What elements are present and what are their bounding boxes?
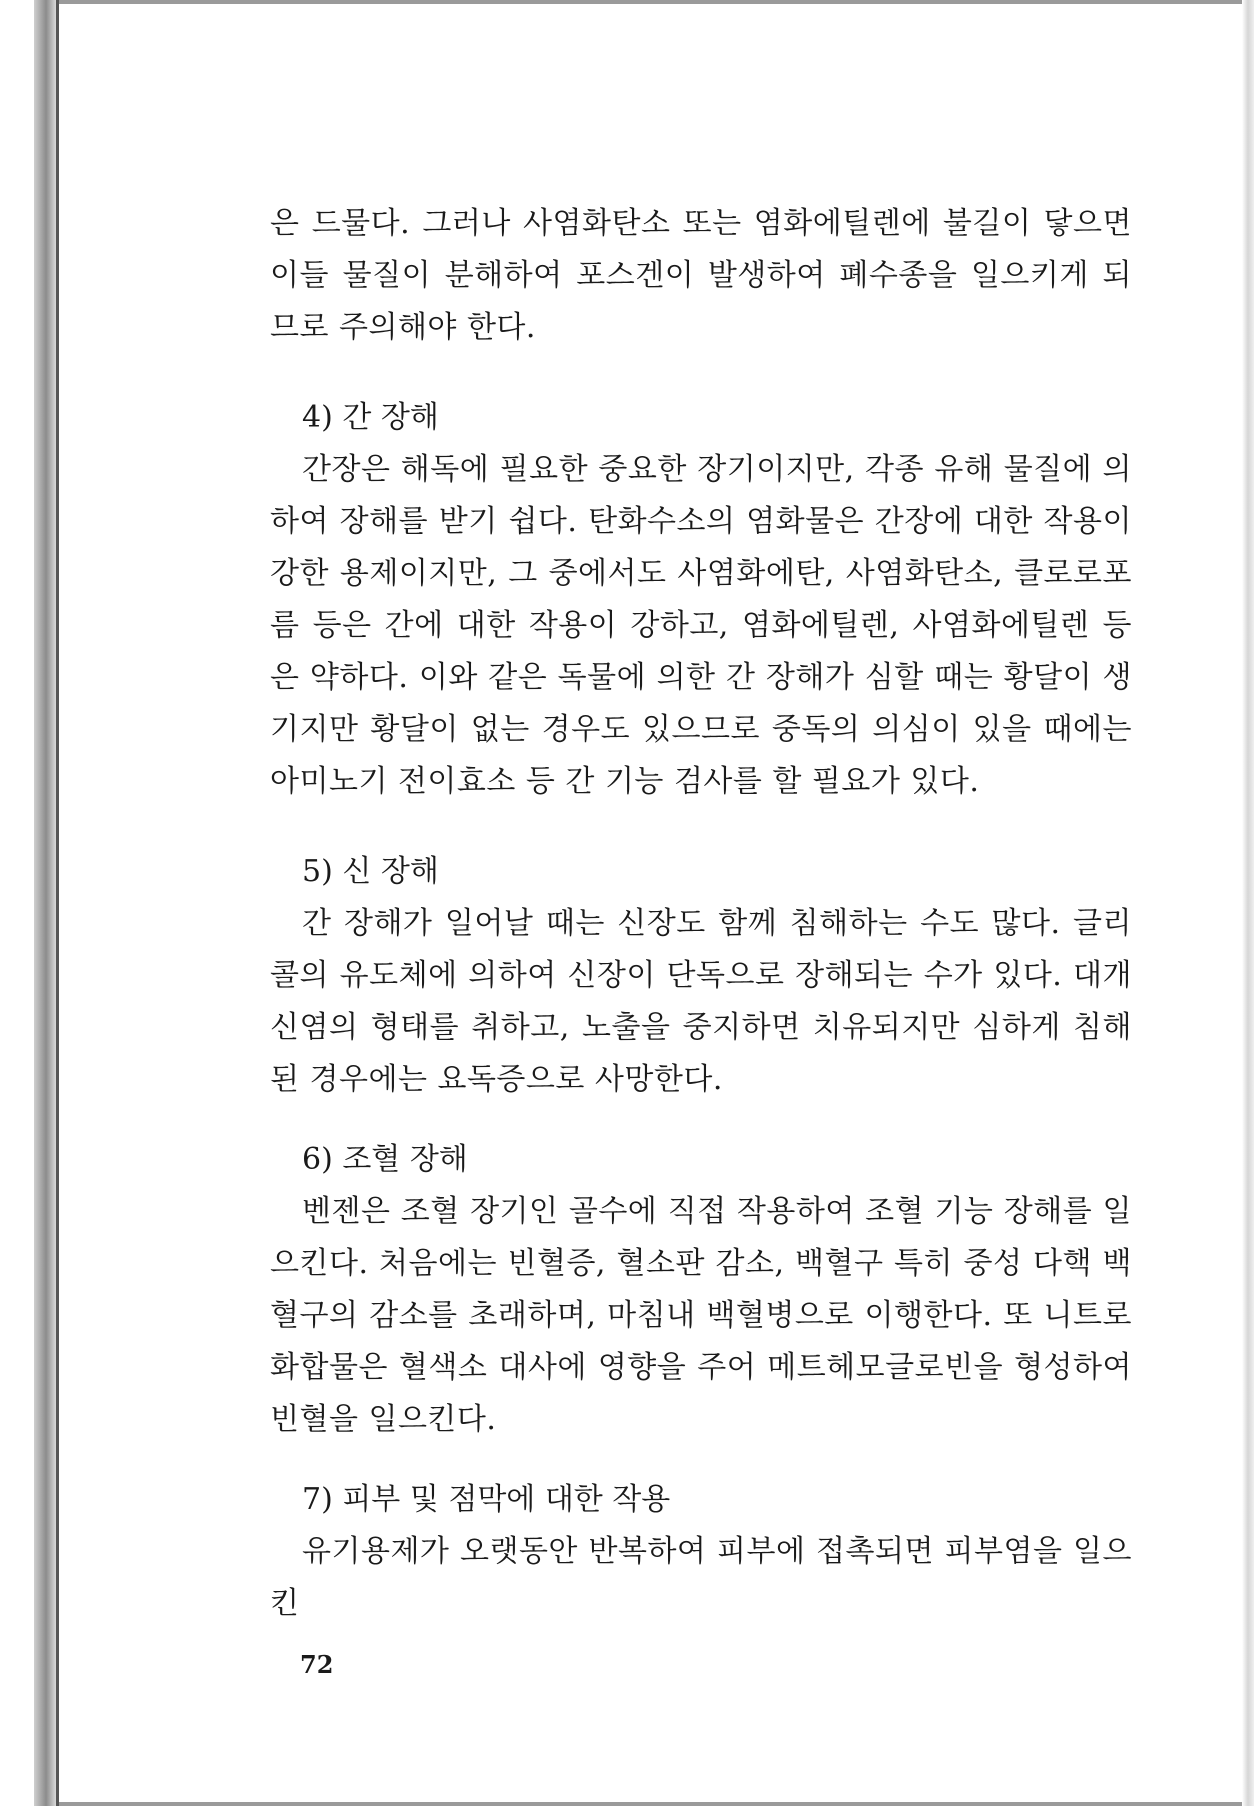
page-number: 72 — [300, 1650, 334, 1679]
section-gap — [270, 354, 1132, 392]
section-gap — [270, 1446, 1132, 1474]
kidney-paragraph: 간 장해가 일어날 때는 신장도 함께 침해하는 수도 많다. 글리콜의 유도체에 의하여 신장이 단독으로 장해되는 수가 있다. 대개 신염의 형태를 취하고, 노출을 중지하면 치유되지만 심하게 침해된 경우에는 요독증으로 사망한다. — [270, 906, 1132, 1097]
page-top-edge — [34, 0, 1254, 4]
liver-paragraph: 간장은 해독에 필요한 중요한 장기이지만, 각종 유해 물질에 의하여 장해를 받기 쉽다. 탄화수소의 염화물은 간장에 대한 작용이 강한 용제이지만, 그 중에서도 사염화에탄, 사염화탄소, 클로로포름 등은 간에 대한 작용이 강하고, 염화에틸렌, 사염화에틸렌 등은 약하다. 이와 같은 독물에 의한 간 장해가 심할 때는 황달이 생기지만 황달이 없는 경우도 있으므로 중독의 의심이 있을 때에는 아미노기 전이효소 등 간 기능 검사를 할 필요가 있다. — [270, 452, 1132, 799]
section-heading-hematopoietic: 6) 조혈 장해 — [302, 1142, 468, 1177]
page-spine-line — [56, 0, 59, 1806]
page-body — [270, 198, 1132, 1630]
intro-paragraph: 은 드물다. 그러나 사염화탄소 또는 염화에틸렌에 불길이 닿으면 이들 물질이 분해하여 포스겐이 발생하여 폐수종을 일으키게 되므로 주의해야 한다. — [270, 206, 1132, 345]
page-spine-edge — [34, 0, 56, 1806]
page-bottom-edge — [34, 1802, 1254, 1806]
page-right-edge — [1242, 0, 1254, 1806]
hematopoietic-paragraph: 벤젠은 조혈 장기인 골수에 직접 작용하여 조혈 기능 장해를 일으킨다. 처음에는 빈혈증, 혈소판 감소, 백혈구 특히 중성 다핵 백혈구의 감소를 초래하며, 마침내 백혈병으로 이행한다. 또 니트로 화합물은 혈색소 대사에 영향을 주어 메트헤모글로빈을 형성하여 빈혈을 일으킨다. — [270, 1194, 1132, 1437]
section-gap — [270, 1106, 1132, 1134]
skin-paragraph: 유기용제가 오랫동안 반복하여 피부에 접촉되면 피부염을 일으킨 — [270, 1534, 1132, 1621]
section-heading-skin: 7) 피부 및 점막에 대한 작용 — [302, 1482, 671, 1517]
section-gap — [270, 808, 1132, 846]
section-heading-liver: 4) 간 장해 — [302, 400, 439, 435]
section-heading-kidney: 5) 신 장해 — [302, 854, 439, 889]
